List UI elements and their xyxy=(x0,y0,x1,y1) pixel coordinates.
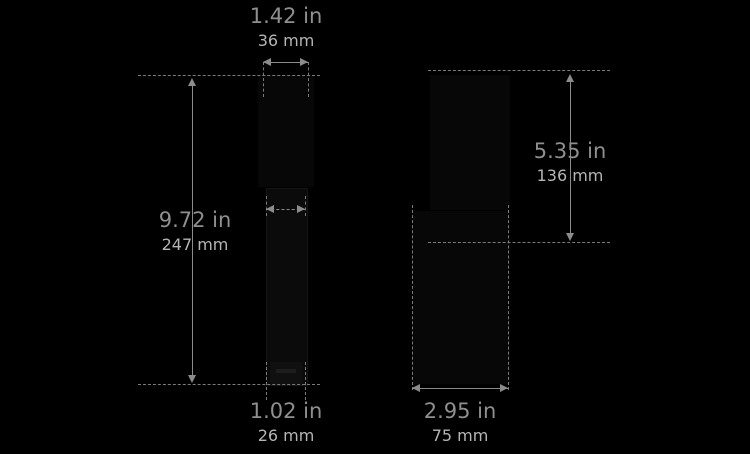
arrow-mid-width-left xyxy=(266,205,274,213)
dimension-value-imperial: 2.95 in xyxy=(423,399,497,423)
product-front-base-silhouette xyxy=(270,362,302,384)
ext-line-right-height-bottom xyxy=(428,242,610,243)
arrow-top-width-left xyxy=(263,58,271,66)
dimension-value-metric: 247 mm xyxy=(161,235,229,255)
ext-line-depth-right xyxy=(508,205,509,390)
dimension-value-imperial: 5.35 in xyxy=(533,139,607,163)
measure-line-depth xyxy=(412,388,508,389)
dimension-value-metric: 75 mm xyxy=(431,426,489,446)
dimension-value-imperial: 1.02 in xyxy=(249,399,323,423)
ext-line-bottom-width-right xyxy=(305,362,306,400)
dimension-value-metric: 136 mm xyxy=(536,166,604,186)
arrow-depth-left xyxy=(412,384,420,392)
arrow-left-height-bottom xyxy=(188,375,196,383)
dimension-value-metric: 26 mm xyxy=(257,426,315,446)
dimension-value-imperial: 1.42 in xyxy=(249,4,323,28)
product-front-base-detail xyxy=(276,369,296,373)
ext-line-mid-width-right xyxy=(305,196,306,216)
ext-line-top-width-right xyxy=(308,62,309,97)
dimension-value-metric: 36 mm xyxy=(257,31,315,51)
ext-line-right-height-top xyxy=(428,70,610,71)
product-front-upper-silhouette xyxy=(258,75,314,187)
arrow-depth-right xyxy=(500,384,508,392)
product-side-body-silhouette xyxy=(412,211,510,384)
ext-line-bottom-width-left xyxy=(266,362,267,400)
dimension-label-right-height xyxy=(480,138,660,186)
arrow-right-height-top xyxy=(566,74,574,82)
dimension-label-left-height xyxy=(110,207,280,255)
ext-line-left-height-top xyxy=(138,75,320,76)
arrow-top-width-right xyxy=(300,58,308,66)
dimension-value-imperial: 9.72 in xyxy=(158,208,232,232)
ext-line-depth-left xyxy=(412,205,413,390)
dimension-label-bottom-width xyxy=(186,398,386,446)
arrow-mid-width-right xyxy=(297,205,305,213)
arrow-left-height-top xyxy=(188,78,196,86)
dimension-label-top-width xyxy=(186,3,386,51)
arrow-right-height-bottom xyxy=(566,233,574,241)
ext-line-top-width-left xyxy=(263,62,264,97)
dimension-label-depth xyxy=(360,398,560,446)
ext-line-left-height-bottom xyxy=(138,384,320,385)
